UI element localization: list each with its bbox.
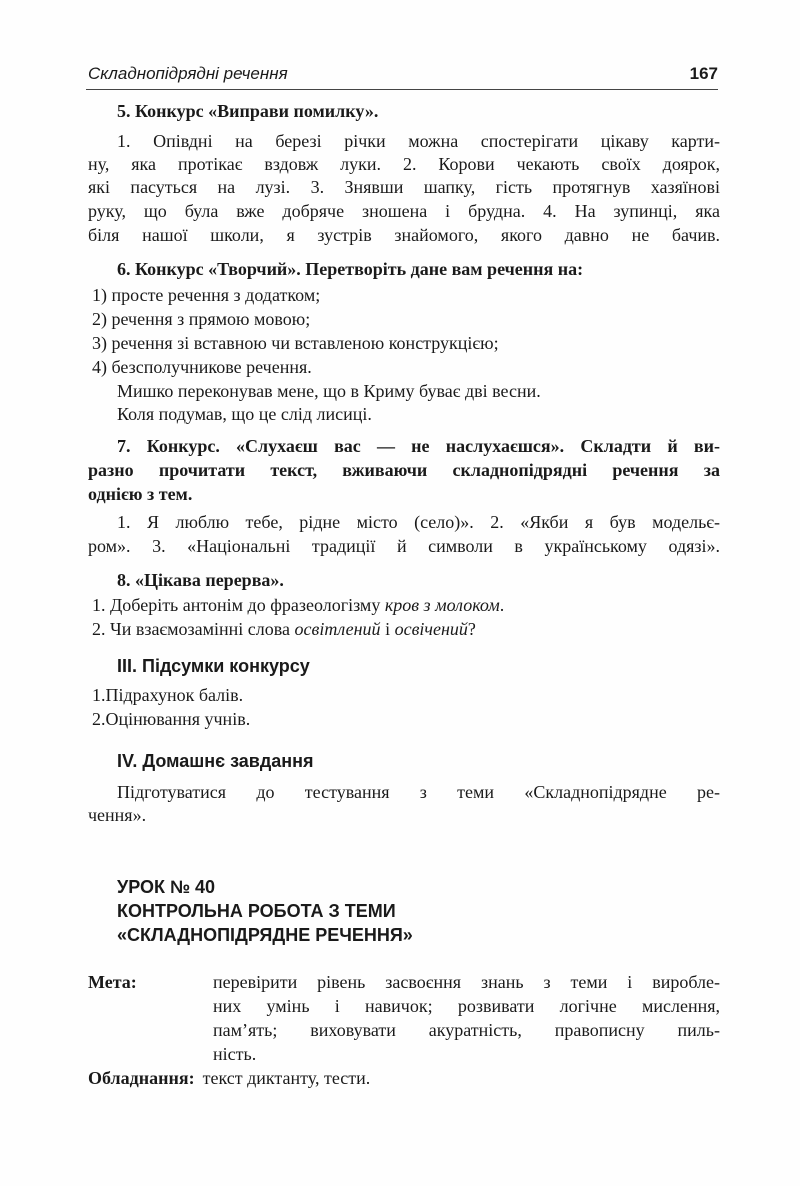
task7-line: ром». 3. «Національні традиції й символи в українському одязі».	[88, 536, 720, 556]
task6-item: 1) просте речення з додатком;	[92, 285, 321, 305]
task5-line: які пасуться на лузі. 3. Знявши шапку, гість протягнув хазяїнові	[88, 177, 720, 197]
task6-item: 4) безсполучникове речення.	[92, 357, 312, 377]
task7-title: 7. Конкурс. «Слухаєш вас — не наслухаєшся». Складти й ви-	[117, 436, 720, 456]
text: і	[380, 619, 395, 639]
text-italic: освітлений	[294, 619, 381, 639]
task6-item: 3) речення зі вставною чи вставленою конструкцією;	[92, 333, 499, 353]
task6-sentence: Мишко переконував мене, що в Криму буває дві весни.	[117, 381, 541, 401]
task7-line: 1. Я люблю тебе, рідне місто (село)». 2. «Якби я був модельє-	[117, 512, 720, 532]
section3-item: 1.Підрахунок балів.	[92, 685, 244, 705]
running-title: Складнопідрядні речення	[88, 64, 288, 83]
page-number: 167	[689, 64, 718, 83]
task5-line: руку, що була вже добряче зношена і брудна. 4. На зупинці, яка	[88, 201, 720, 221]
text: 1. Доберіть антонім до фразеологізму	[92, 595, 385, 615]
task7-title: разно прочитати текст, вживаючи складнопідрядні речення за	[88, 460, 720, 480]
section4-heading: IV. Домашнє завдання	[117, 751, 314, 771]
task5-line: ну, яка протікає вздовж луки. 2. Корови чекають своїх доярок,	[88, 154, 720, 174]
task6-title: 6. Конкурс «Творчий». Перетворіть дане вам речення на:	[117, 259, 584, 279]
task5-line: 1. Опівдні на березі річки можна спостерігати цікаву карти-	[117, 131, 720, 151]
lesson-title: «СКЛАДНОПІДРЯДНЕ РЕЧЕННЯ»	[117, 925, 413, 945]
task5-title: 5. Конкурс «Виправи помилку».	[117, 101, 379, 121]
section4-line: Підготуватися до тестування з теми «Складнопідрядне ре-	[117, 782, 720, 802]
task6-item: 2) речення з прямою мовою;	[92, 309, 311, 329]
equipment-text: текст диктанту, тести.	[202, 1068, 371, 1088]
task7-title: однією з тем.	[88, 484, 193, 504]
task5-line: біля нашої школи, я зустрів знайомого, якого давно не бачив.	[88, 225, 720, 245]
header-rule	[86, 89, 718, 90]
text-italic: освічений	[394, 619, 468, 639]
text-italic: кров з молоком	[384, 595, 500, 615]
goal-line: пам’ять; виховувати акуратність, правописну пиль-	[213, 1020, 720, 1040]
section4-line: чення».	[88, 805, 147, 825]
lesson-title: УРОК № 40	[117, 877, 216, 897]
goal-line: них умінь і навичок; розвивати логічне мислення,	[213, 996, 720, 1016]
task8-item	[92, 619, 476, 639]
goal-label: Мета:	[88, 972, 137, 992]
text: 2. Чи взаємозамінні слова	[92, 619, 295, 639]
equipment-label: Обладнання:	[88, 1068, 195, 1088]
goal-line: перевірити рівень засвоєння знань з теми і виробле-	[213, 972, 720, 992]
text: ?	[467, 619, 476, 639]
task6-sentence: Коля подумав, що це слід лисиці.	[117, 404, 372, 424]
text: .	[499, 595, 505, 615]
section3-item: 2.Оцінювання учнів.	[92, 709, 251, 729]
task8-item	[92, 595, 504, 615]
section3-heading: III. Підсумки конкурсу	[117, 656, 310, 676]
equipment-row	[88, 1068, 370, 1088]
lesson-title: КОНТРОЛЬНА РОБОТА З ТЕМИ	[117, 901, 396, 921]
task8-title: 8. «Цікава перерва».	[117, 570, 284, 590]
goal-line: ність.	[213, 1044, 257, 1064]
